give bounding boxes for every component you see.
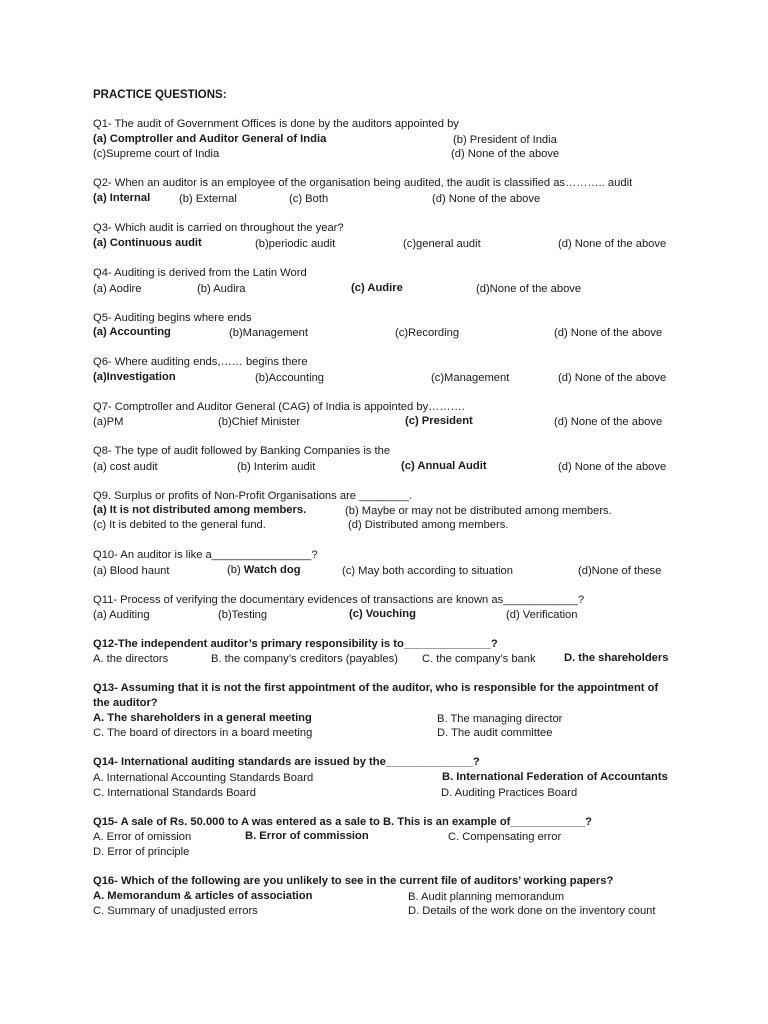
q7-question: Q7- Comptroller and Auditor General (CAG) of India is appointed by………. [93,401,465,413]
q8-question: Q8- The type of audit followed by Banking Companies is the [93,445,391,457]
q13-option-c: C. The board of directors in a board meeting [93,727,313,739]
q14-option-a: A. International Accounting Standards Board [93,772,314,784]
q3-option-b: (b)periodic audit [255,238,336,250]
q14-option-d: D. Auditing Practices Board [441,787,578,799]
q5-question: Q5- Auditing begins where ends [93,312,252,324]
q10-option-a: (a) Blood haunt [93,565,170,577]
q1-option-b: (b) President of India [453,134,557,146]
q4-question: Q4- Auditing is derived from the Latin Word [93,267,307,279]
q5-option-b: (b)Management [229,327,308,339]
q11-option-c: (c) Vouching [349,608,416,620]
q8-option-d: (d) None of the above [558,461,667,473]
q2-option-c: (c) Both [289,193,329,205]
q14-option-c: C. International Standards Board [93,787,256,799]
q2-option-b: (b) External [179,193,237,205]
q12-option-b: B. the company’s creditors (payables) [211,653,398,665]
q8-option-b: (b) Interim audit [237,461,316,473]
q3-option-c: (c)general audit [403,238,481,250]
q13-question-line2: the auditor? [93,697,158,709]
q15-option-d: D. Error of principle [93,846,190,858]
q9-option-d: (d) Distributed among members. [348,519,509,531]
q14-question: Q14- International auditing standards are issued by the______________? [93,756,480,768]
q13-question-line1: Q13- Assuming that it is not the first appointment of the auditor, who is responsible for the appointment of [93,682,659,694]
q15-option-c: C. Compensating error [448,831,562,843]
q11-option-b: (b)Testing [218,609,268,621]
q11-question: Q11- Process of verifying the documentary evidences of transactions are known as____________? [93,594,585,606]
q13-option-d: D. The audit committee [437,727,553,739]
q12-question: Q12-The independent auditor’s primary responsibility is to______________? [93,638,498,650]
q13-option-b: B. The managing director [437,713,563,725]
q16-option-b: B. Audit planning memorandum [408,891,565,903]
q4-option-c: (c) Audire [351,282,403,294]
q10-option-b-prefix: (b) [227,564,241,576]
q10-question: Q10- An auditor is like a________________? [93,549,318,561]
q2-question: Q2- When an auditor is an employee of the organisation being audited, the audit is classified as……….. audit [93,177,633,189]
q6-option-a: (a)Investigation [93,371,176,383]
q12-option-a: A. the directors [93,653,169,665]
q1-option-d: (d) None of the above [451,148,560,160]
q9-option-c: (c) It is debited to the general fund. [93,519,266,531]
q13-option-a: A. The shareholders in a general meeting [93,712,312,724]
q4-option-a: (a) Aodire [93,283,142,295]
q12-option-d: D. the shareholders [564,652,669,664]
q15-question: Q15- A sale of Rs. 50.000 to A was entered as a sale to B. This is an example of____________? [93,816,592,828]
q9-question: Q9. Surplus or profits of Non-Profit Organisations are ________. [93,490,413,502]
q5-option-a: (a) Accounting [93,326,171,338]
q10-option-b [227,563,301,577]
q15-option-a: A. Error of omission [93,831,192,843]
q16-option-a: A. Memorandum & articles of association [93,890,313,902]
q2-option-a: (a) Internal [93,192,151,204]
q16-question: Q16- Which of the following are you unlikely to see in the current file of auditors’ working papers? [93,875,614,887]
q6-option-b: (b)Accounting [255,372,325,384]
q6-question: Q6- Where auditing ends,…… begins there [93,356,308,368]
q7-option-b: (b)Chief Minister [218,416,301,428]
q6-option-c: (c)Management [431,372,510,384]
q14-option-b: B. International Federation of Accountants [442,771,668,783]
q4-option-d: (d)None of the above [476,283,582,295]
q8-option-c: (c) Annual Audit [401,460,487,472]
q11-option-d: (d) Verification [506,609,578,621]
q7-option-a: (a)PM [93,416,124,428]
q12-option-c: C. the company’s bank [422,653,536,665]
q3-option-a: (a) Continuous audit [93,237,202,249]
q6-option-d: (d) None of the above [558,372,667,384]
q7-option-c: (c) President [405,415,473,427]
q10-option-d: (d)None of these [578,565,662,577]
q1-question: Q1- The audit of Government Offices is done by the auditors appointed by [93,118,459,130]
q10-option-c: (c) May both according to situation [342,565,514,577]
q16-option-d: D. Details of the work done on the inventory count [408,905,656,917]
q3-option-d: (d) None of the above [558,238,667,250]
q10-option-b-answer: Watch dog [243,564,301,576]
q16-option-c: C. Summary of unadjusted errors [93,905,258,917]
q5-option-d: (d) None of the above [554,327,663,339]
q5-option-c: (c)Recording [395,327,460,339]
q1-option-a: (a) Comptroller and Auditor General of India [93,133,327,145]
q4-option-b: (b) Audira [197,283,246,295]
page-title: PRACTICE QUESTIONS: [93,89,227,101]
q8-option-a: (a) cost audit [93,461,158,473]
q9-option-a: (a) It is not distributed among members. [93,504,307,516]
q7-option-d: (d) None of the above [554,416,663,428]
q3-question: Q3- Which audit is carried on throughout the year? [93,222,344,234]
q1-option-c: (c)Supreme court of India [93,148,220,160]
q9-option-b: (b) Maybe or may not be distributed among members. [345,505,612,517]
q11-option-a: (a) Auditing [93,609,150,621]
q2-option-d: (d) None of the above [432,193,541,205]
q15-option-b: B. Error of commission [245,830,369,842]
